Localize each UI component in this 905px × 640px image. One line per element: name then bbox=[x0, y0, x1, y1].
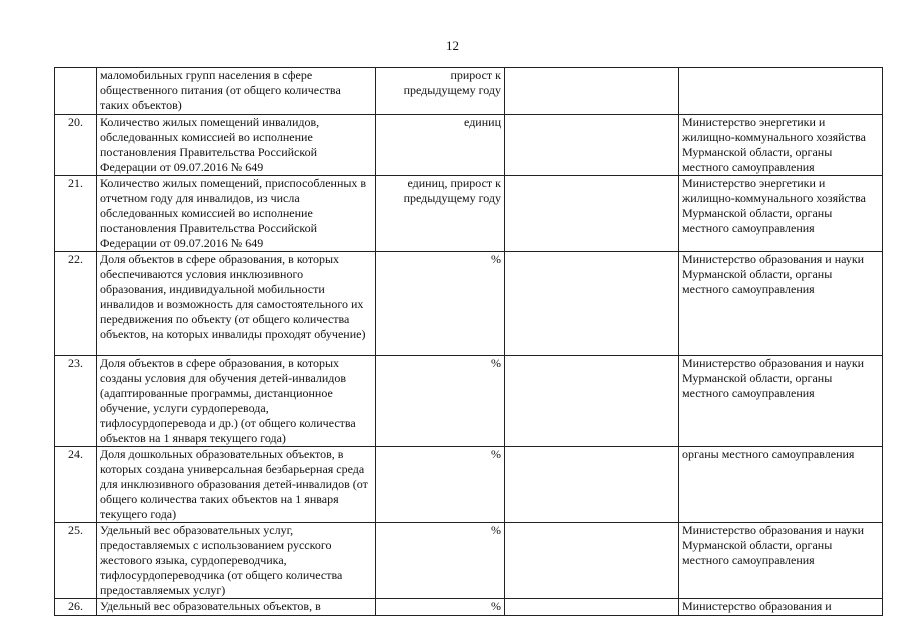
empty-cell bbox=[505, 115, 679, 176]
unit-of-measure: единиц bbox=[376, 115, 505, 176]
table-row bbox=[55, 115, 883, 176]
responsible-party: Министерство энергетики и жилищно-коммунального хозяйства Мурманской области, органы местного самоуправления bbox=[679, 115, 883, 176]
empty-cell bbox=[505, 447, 679, 523]
responsible-party: Министерство образования и науки Мурманской области, органы местного самоуправления bbox=[679, 356, 883, 447]
row-number: 26. bbox=[55, 599, 97, 616]
row-number bbox=[55, 68, 97, 115]
table-row bbox=[55, 68, 883, 115]
row-number: 20. bbox=[55, 115, 97, 176]
indicator-description: маломобильных групп населения в сфере общественного питания (от общего количества таких объектов) bbox=[97, 68, 376, 115]
responsible-party: органы местного самоуправления bbox=[679, 447, 883, 523]
empty-cell bbox=[505, 68, 679, 115]
page-number: 12 bbox=[446, 38, 459, 53]
empty-cell bbox=[505, 599, 679, 616]
unit-of-measure: прирост к предыдущему году bbox=[376, 68, 505, 115]
unit-of-measure: % bbox=[376, 252, 505, 356]
unit-of-measure: единиц, прирост к предыдущему году bbox=[376, 176, 505, 252]
table-row bbox=[55, 599, 883, 616]
responsible-party: Министерство образования и bbox=[679, 599, 883, 616]
indicator-description: Удельный вес образовательных объектов, в bbox=[97, 599, 376, 616]
table-row bbox=[55, 252, 883, 356]
unit-of-measure: % bbox=[376, 599, 505, 616]
empty-cell bbox=[505, 252, 679, 356]
indicator-description: Доля объектов в сфере образования, в которых обеспечиваются условия инклюзивного образования, индивидуальной мобильности инвалидов и возможность для самостоятельного их передвижения по объекту (от общего количества объектов, на которых инвалиды проходят обучение) bbox=[97, 252, 376, 356]
indicator-description: Количество жилых помещений, приспособленных в отчетном году для инвалидов, из числа обследованных комиссией во исполнение постановления Правительства Российской Федерации от 09.07.2016 № 649 bbox=[97, 176, 376, 252]
indicator-description: Количество жилых помещений инвалидов, обследованных комиссией во исполнение постановления Правительства Российской Федерации от 09.07.2016 № 649 bbox=[97, 115, 376, 176]
empty-cell bbox=[505, 356, 679, 447]
responsible-party bbox=[679, 68, 883, 115]
unit-of-measure: % bbox=[376, 523, 505, 599]
responsible-party: Министерство образования и науки Мурманской области, органы местного самоуправления bbox=[679, 523, 883, 599]
unit-of-measure: % bbox=[376, 447, 505, 523]
indicator-description: Удельный вес образовательных услуг, предоставляемых с использованием русского жестового языка, сурдопереводчика, тифлосурдопереводчика (от общего количества предоставляемых услуг) bbox=[97, 523, 376, 599]
responsible-party: Министерство энергетики и жилищно-коммунального хозяйства Мурманской области, органы местного самоуправления bbox=[679, 176, 883, 252]
empty-cell bbox=[505, 176, 679, 252]
unit-of-measure: % bbox=[376, 356, 505, 447]
table-row bbox=[55, 523, 883, 599]
table-row bbox=[55, 447, 883, 523]
row-number: 23. bbox=[55, 356, 97, 447]
empty-cell bbox=[505, 523, 679, 599]
indicator-description: Доля дошкольных образовательных объектов, в которых создана универсальная безбарьерная среда для инклюзивного образования детей-инвалидов (от общего количества таких объектов на 1 января текущего года) bbox=[97, 447, 376, 523]
row-number: 25. bbox=[55, 523, 97, 599]
indicators-table bbox=[54, 67, 883, 616]
row-number: 24. bbox=[55, 447, 97, 523]
table-row bbox=[55, 356, 883, 447]
table-row bbox=[55, 176, 883, 252]
responsible-party: Министерство образования и науки Мурманской области, органы местного самоуправления bbox=[679, 252, 883, 356]
indicator-description: Доля объектов в сфере образования, в которых созданы условия для обучения детей-инвалидов (адаптированные программы, дистанционное обучение, услуги сурдоперевода, тифлосурдоперевода и др.) (от общего количества объектов на 1 января текущего года) bbox=[97, 356, 376, 447]
row-number: 22. bbox=[55, 252, 97, 356]
row-number: 21. bbox=[55, 176, 97, 252]
